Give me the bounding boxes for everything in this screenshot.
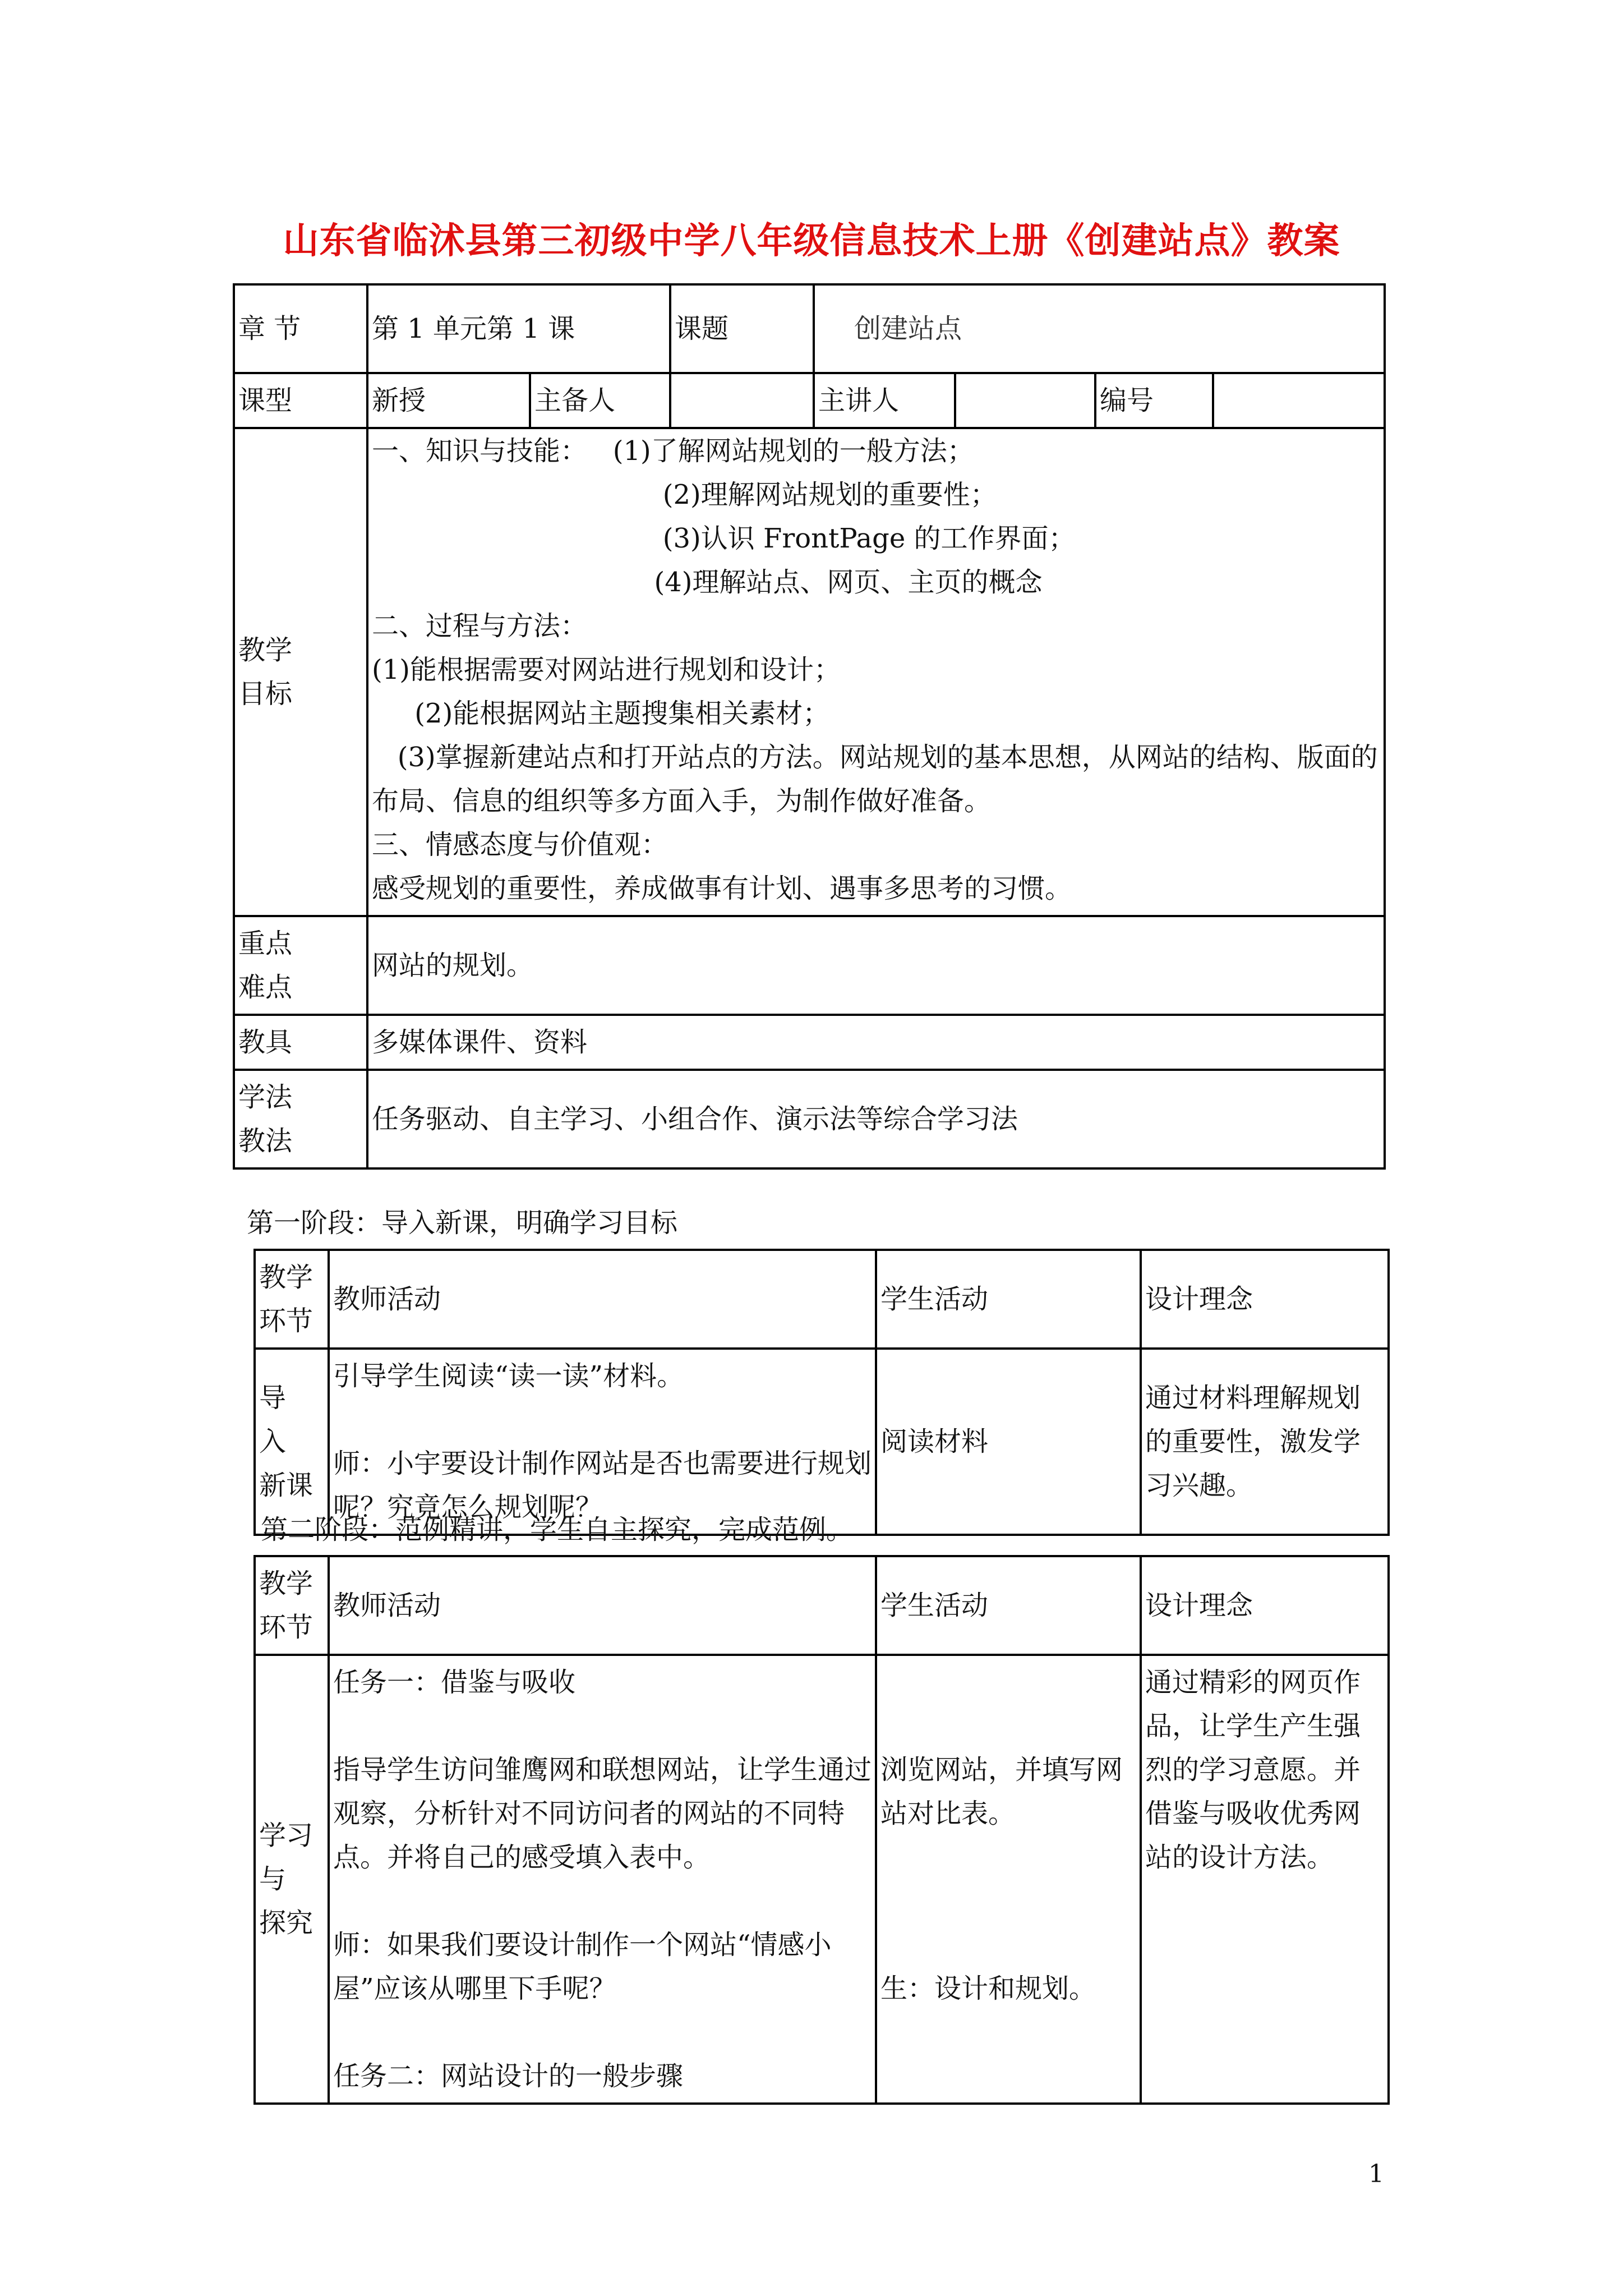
header-segment: 教学 环节 — [255, 1250, 329, 1349]
teacher-line — [333, 1398, 872, 1442]
header-teacher: 教师活动 — [329, 1556, 876, 1655]
teacher-cell — [329, 1349, 876, 1535]
student-line: 生：设计和规划。 — [880, 1973, 1096, 2004]
teacher-line — [333, 1704, 872, 1748]
goals-line: (3)掌握新建站点和打开站点的方法。网站规划的基本思想，从网站的结构、版面的布局、信息的组织等多方面入手，为制作做好准备。 — [372, 742, 1378, 817]
stage2-table — [253, 1555, 1390, 2105]
page-number: 1 — [1368, 2160, 1384, 2188]
student-line: 浏览网站，并填写网站对比表。 — [880, 1754, 1123, 1829]
design-cell: 通过精彩的网页作品，让学生产生强烈的学习意愿。并借鉴与吸收优秀网站的设计方法。 — [1141, 1655, 1389, 2104]
goals-line: 感受规划的重要性，养成做事有计划、遇事多思考的习惯。 — [372, 873, 1072, 904]
lesson-info-table — [233, 283, 1386, 1170]
method-label: 学法 教法 — [234, 1070, 367, 1168]
keypoint-value: 网站的规划。 — [367, 916, 1385, 1015]
lecturer-label: 主讲人 — [814, 373, 955, 428]
header-teacher: 教师活动 — [329, 1250, 876, 1349]
keypoint-label: 重点 难点 — [234, 916, 367, 1015]
student-cell: 阅读材料 — [876, 1349, 1141, 1535]
teacher-cell — [329, 1655, 876, 2104]
student-line — [880, 1923, 1136, 1967]
goals-line: (2)理解网站规划的重要性； — [372, 479, 997, 510]
teacher-line — [333, 2010, 872, 2054]
goals-line: (1)能根据需要对网站进行规划和设计； — [372, 654, 841, 685]
teacher-line — [333, 1879, 872, 1923]
header-design: 设计理念 — [1141, 1250, 1389, 1349]
teacher-line: 师：如果我们要设计制作一个网站“情感小屋”应该从哪里下手呢？ — [333, 1929, 832, 2004]
goals-line: 一、知识与技能： (1)了解网站规划的一般方法； — [372, 435, 974, 467]
goals-line: (3)认识 FrontPage 的工作界面； — [372, 523, 1076, 554]
chapter-label: 章 节 — [234, 284, 367, 373]
segment-cell: 学习 与 探究 — [255, 1655, 329, 2104]
teacher-line: 任务二：网站设计的一般步骤 — [333, 2060, 684, 2092]
goals-line: 三、情感态度与价值观： — [372, 829, 668, 861]
type-value: 新授 — [367, 373, 530, 428]
header-design: 设计理念 — [1141, 1556, 1389, 1655]
type-label: 课型 — [234, 373, 367, 428]
student-line — [880, 1835, 1136, 1879]
header-segment: 教学 环节 — [255, 1556, 329, 1655]
teacher-line: 师：小宇要设计制作网站是否也需要进行规划呢？究竟怎么规划呢？ — [333, 1448, 872, 1523]
header-student: 学生活动 — [876, 1250, 1141, 1349]
stage1-table — [253, 1249, 1390, 1536]
header-student: 学生活动 — [876, 1556, 1141, 1655]
segment-cell: 导 入 新课 — [255, 1349, 329, 1535]
goals-line: 二、过程与方法： — [372, 610, 588, 642]
stage2-heading: 第二阶段：范例精讲，学生自主探究，完成范例。 — [261, 1514, 854, 1545]
goals-line: (4)理解站点、网页、主页的概念 — [372, 567, 1043, 598]
teacher-line: 任务一：借鉴与吸收 — [333, 1667, 576, 1698]
topic-value: 创建站点 — [814, 284, 1385, 373]
student-line — [880, 1879, 1136, 1923]
number-value — [1213, 373, 1385, 428]
teacher-line: 指导学生访问雏鹰网和联想网站，让学生通过观察，分析针对不同访问者的网站的不同特点。并将自己的感受填入表中。 — [333, 1754, 872, 1873]
method-value: 任务驱动、自主学习、小组合作、演示法等综合学习法 — [367, 1070, 1385, 1168]
preparer-value — [670, 373, 814, 428]
goals-line: (2)能根据网站主题搜集相关素材； — [372, 698, 830, 729]
lecturer-value — [955, 373, 1095, 428]
tools-value: 多媒体课件、资料 — [367, 1015, 1385, 1070]
goals-content — [367, 428, 1385, 916]
student-cell — [876, 1655, 1141, 2104]
tools-label: 教具 — [234, 1015, 367, 1070]
preparer-label: 主备人 — [530, 373, 670, 428]
chapter-value: 第 1 单元第 1 课 — [367, 284, 670, 373]
design-cell: 通过材料理解规划的重要性，激发学习兴趣。 — [1141, 1349, 1389, 1535]
student-line — [880, 1704, 1136, 1748]
document-title: 山东省临沭县第三初级中学八年级信息技术上册《创建站点》教案 — [283, 220, 1340, 262]
topic-label: 课题 — [670, 284, 814, 373]
stage1-heading: 第一阶段：导入新课，明确学习目标 — [247, 1207, 678, 1239]
teacher-line: 引导学生阅读“读一读”材料。 — [333, 1360, 684, 1392]
goals-label: 教学 目标 — [234, 428, 367, 916]
number-label: 编号 — [1095, 373, 1213, 428]
student-line — [880, 1660, 1136, 1704]
